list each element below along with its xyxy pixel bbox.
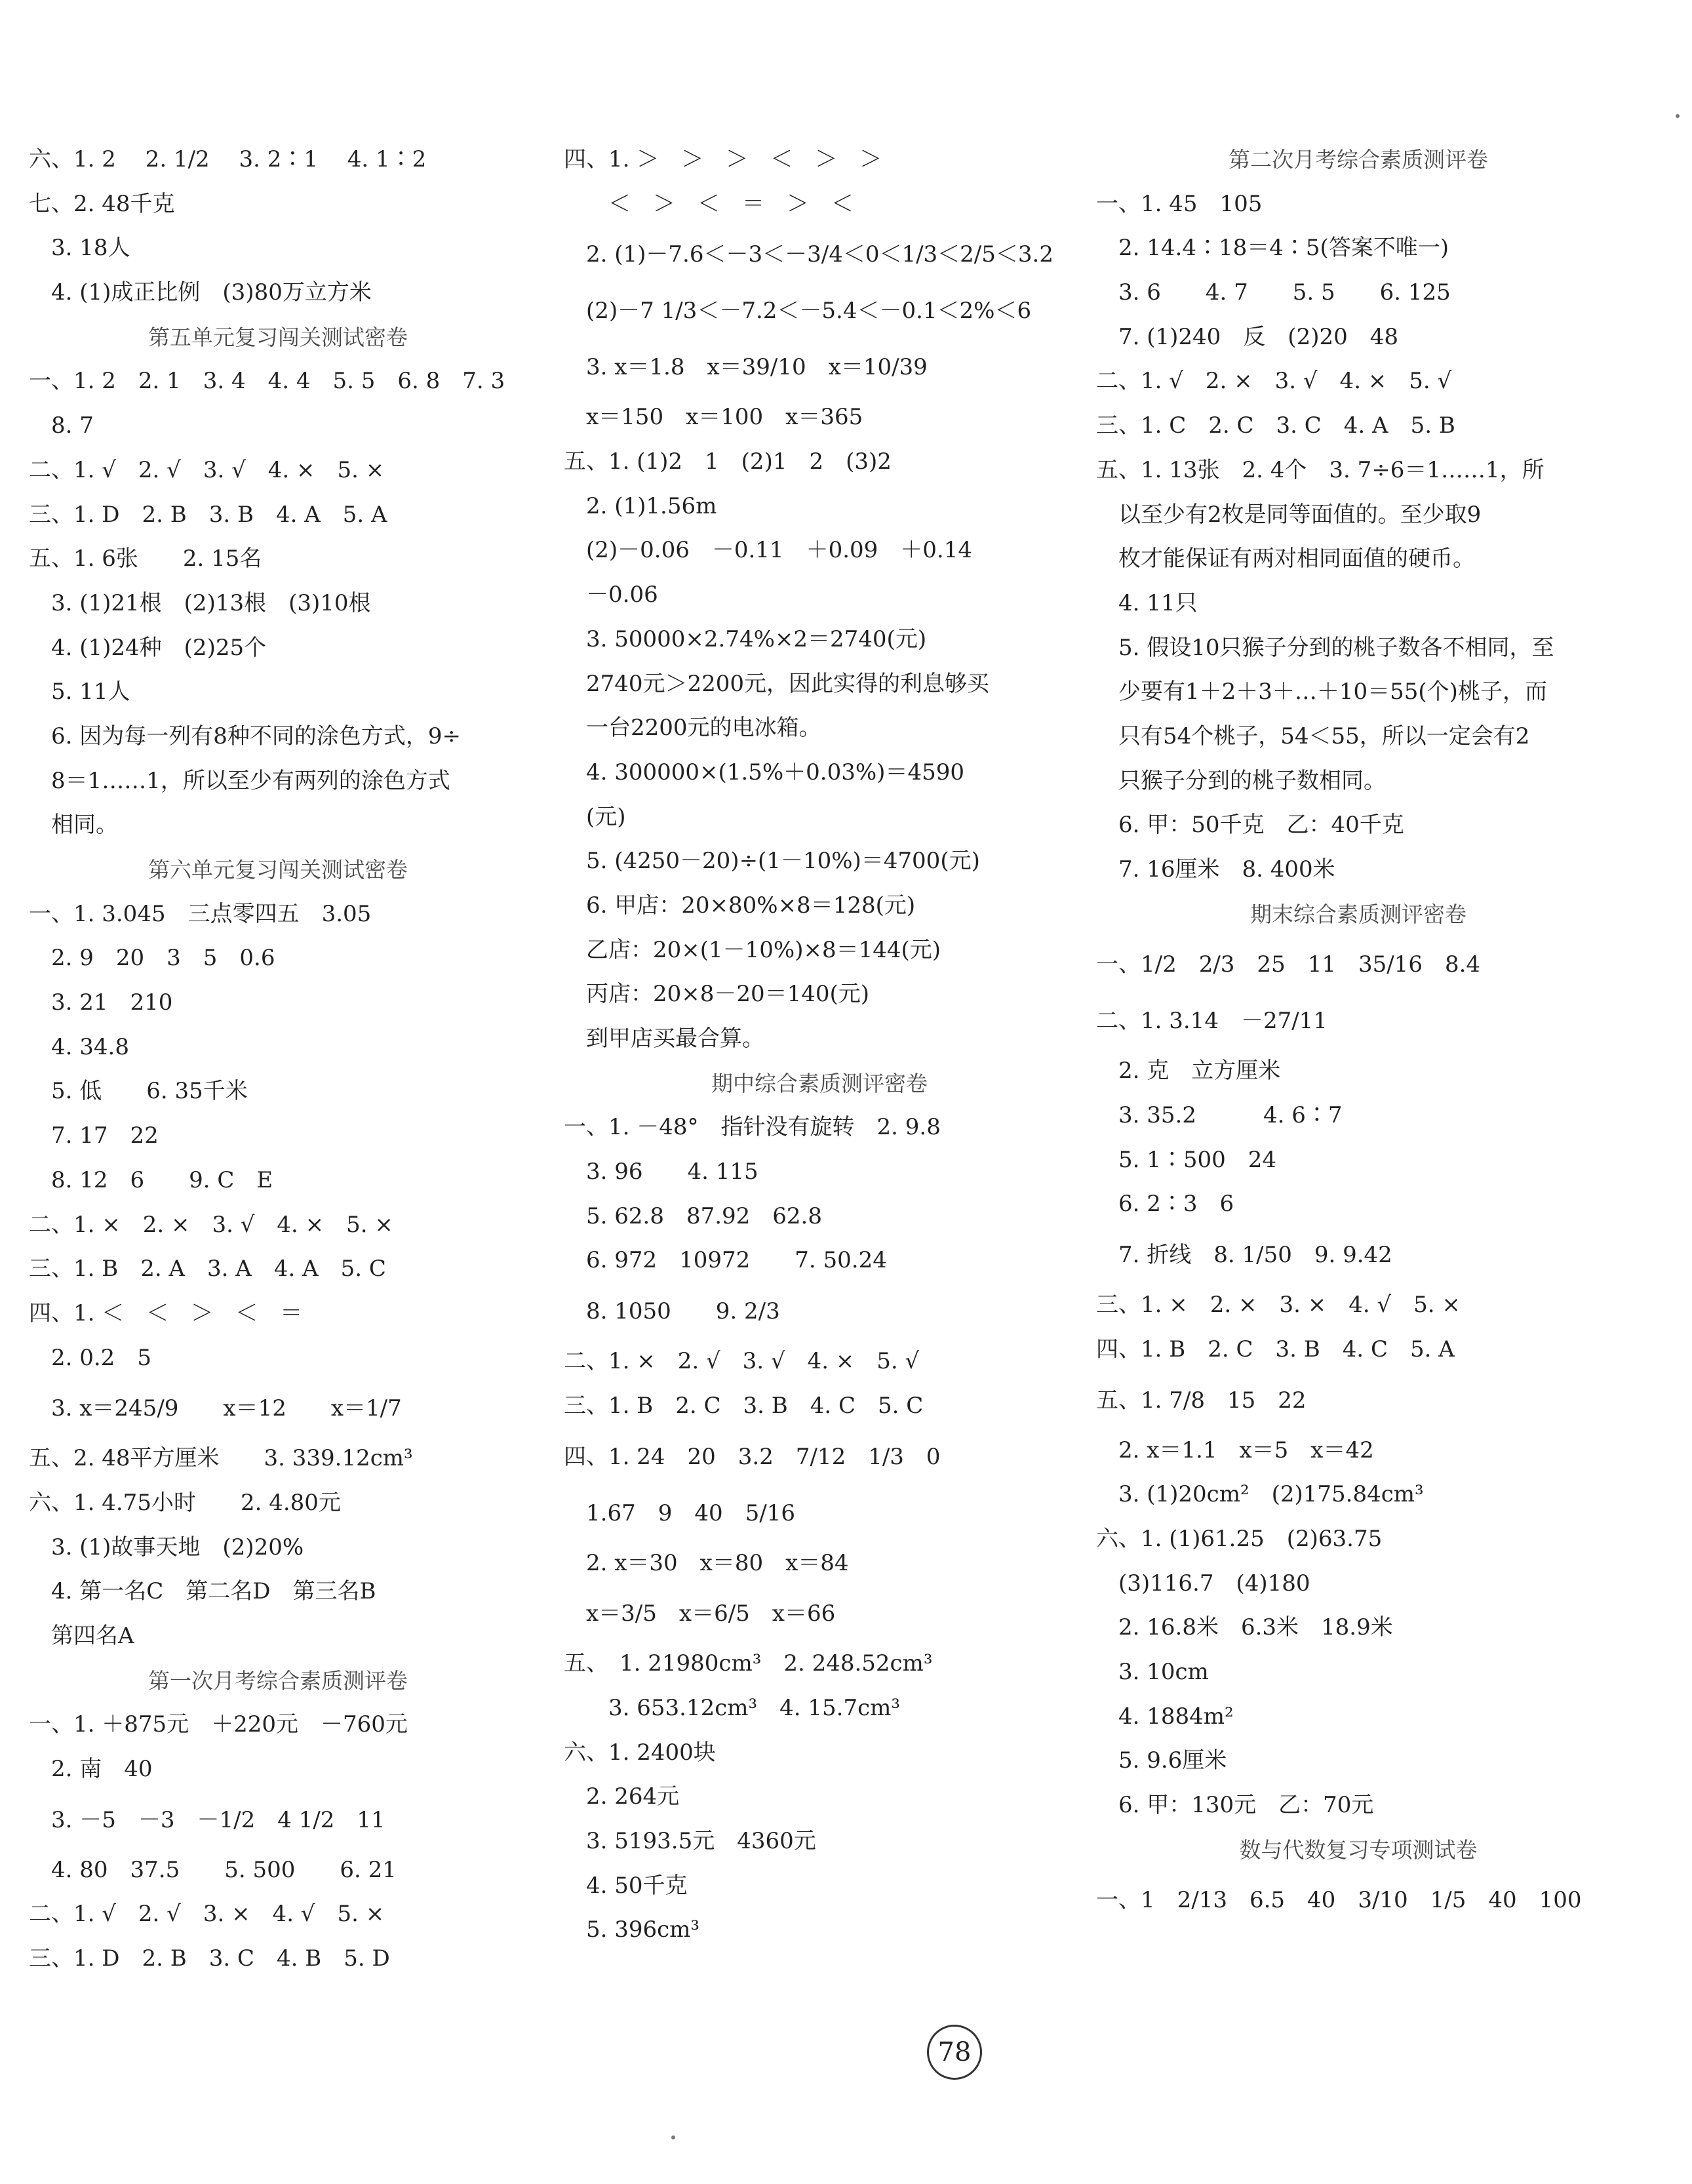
answer-line: (3)116.7 (4)180 — [1096, 1570, 1310, 1597]
answer-line: 二、1. 3.14 －27/11 — [1096, 1008, 1328, 1035]
answer-line: 3. (1)20cm² (2)175.84cm³ — [1096, 1481, 1424, 1508]
answer-line: 六、1. 2 2. 1/2 3. 2∶1 4. 1∶2 — [29, 146, 427, 172]
answer-line: 6. 甲：130元 乙：70元 — [1096, 1792, 1374, 1818]
answer-line: 到甲店买最合算。 — [564, 1025, 764, 1052]
answer-line: 一、1. 45 105 — [1096, 190, 1263, 217]
answer-line: 三、1. D 2. B 3. C 4. B 5. D — [29, 1945, 390, 1972]
answer-line: 3. x＝245/9 x＝12 x＝1/7 — [29, 1395, 402, 1422]
answer-line: 6. 972 10972 7. 50.24 — [564, 1247, 887, 1274]
answer-line: 4. 11只 — [1096, 589, 1198, 616]
answer-line: 六、1. (1)61.25 (2)63.75 — [1096, 1525, 1383, 1552]
answer-line: 1.67 9 40 5/16 — [564, 1499, 795, 1526]
answer-line: 五、 1. 21980cm³ 2. 248.52cm³ — [564, 1650, 933, 1677]
answer-line: 一、1. 3.045 三点零四五 3.05 — [29, 900, 372, 927]
answer-line: 相同。 — [29, 812, 118, 839]
answer-line: 2. 14.4∶18＝4∶5(答案不唯一) — [1096, 235, 1449, 262]
answer-line: 二、1. √ 2. √ 3. √ 4. × 5. × — [29, 456, 385, 483]
answer-line: 4. 80 37.5 5. 500 6. 21 — [29, 1856, 397, 1883]
answer-line: (元) — [564, 803, 626, 830]
answer-line: 4. 300000×(1.5%＋0.03%)＝4590 — [564, 759, 964, 785]
answer-line: 5. 62.8 87.92 62.8 — [564, 1202, 822, 1229]
answer-line: 四、1. ＜ ＜ ＞ ＜ ＝ — [29, 1300, 303, 1326]
answer-line: 一、1. －48° 指针没有旋转 2. 9.8 — [564, 1114, 941, 1141]
answer-line: 三、1. B 2. A 3. A 4. A 5. C — [29, 1256, 386, 1282]
answer-column-1 — [29, 138, 527, 1981]
answer-line: 5. 9.6厘米 — [1096, 1747, 1227, 1774]
answer-line: 少要有1＋2＋3＋…＋10＝55(个)桃子，而 — [1096, 679, 1547, 705]
answer-line: 3. 653.12cm³ 4. 15.7cm³ — [564, 1694, 900, 1721]
answer-line: 6. 甲店：20×80%×8＝128(元) — [564, 892, 916, 919]
answer-line: 2. 9 20 3 5 0.6 — [29, 945, 275, 972]
answer-line: 5. 低 6. 35千米 — [29, 1078, 248, 1105]
answer-line: 3. 10cm — [1096, 1658, 1209, 1685]
answer-line: 7. 折线 8. 1/50 9. 9.42 — [1096, 1242, 1392, 1269]
page-number: 78 — [927, 2025, 982, 2080]
answer-line: 4. 1884m² — [1096, 1703, 1234, 1730]
answer-line: 7. 16厘米 8. 400米 — [1096, 856, 1335, 883]
answer-line: 5. 1∶500 24 — [1096, 1146, 1277, 1173]
answer-line: 2. (1)1.56m — [564, 492, 717, 519]
answer-line: 一、1 2/13 6.5 40 3/10 1/5 40 100 — [1096, 1887, 1582, 1914]
answer-line: 4. 34.8 — [29, 1033, 129, 1060]
answer-line: ＜ ＞ ＜ ＝ ＞ ＜ — [564, 190, 854, 217]
scan-speck — [671, 2135, 675, 2139]
answer-line: 二、1. √ 2. × 3. √ 4. × 5. √ — [1096, 368, 1452, 395]
answer-line: 7. (1)240 反 (2)20 48 — [1096, 323, 1398, 350]
answer-line: 2740元＞2200元，因此实得的利息够买 — [564, 670, 990, 697]
answer-line: 三、1. B 2. C 3. B 4. C 5. C — [564, 1392, 924, 1419]
answer-line: 3. 21 210 — [29, 989, 173, 1016]
answer-line: 3. (1)21根 (2)13根 (3)10根 — [29, 589, 371, 616]
answer-line: 四、1. ＞ ＞ ＞ ＜ ＞ ＞ — [564, 146, 882, 172]
answer-line: 5. (4250－20)÷(1－10%)＝4700(元) — [564, 848, 980, 875]
answer-line: 2. x＝30 x＝80 x＝84 — [564, 1549, 849, 1576]
section-title: 第六单元复习闯关测试密卷 — [148, 857, 408, 883]
answer-line: 4. 50千克 — [564, 1872, 688, 1899]
answer-line: 6. 甲：50千克 乙：40千克 — [1096, 812, 1404, 839]
answer-line: 3. 96 4. 115 — [564, 1159, 758, 1185]
scan-speck — [1676, 114, 1680, 118]
answer-line: 2. 16.8米 6.3米 18.9米 — [1096, 1614, 1393, 1641]
answer-line: x＝3/5 x＝6/5 x＝66 — [564, 1600, 836, 1627]
answer-line: 8. 12 6 9. C E — [29, 1166, 273, 1193]
answer-line: 三、1. D 2. B 3. B 4. A 5. A — [29, 501, 387, 528]
answer-line: 丙店：20×8－20＝140(元) — [564, 981, 870, 1008]
answer-line: 第四名A — [29, 1623, 134, 1649]
answer-line: 只有54个桃子，54＜55，所以一定会有2 — [1096, 723, 1530, 749]
answer-line: 3. 50000×2.74%×2＝2740(元) — [564, 625, 927, 652]
answer-line: 三、1. × 2. × 3. × 4. √ 5. × — [1096, 1292, 1461, 1319]
answer-column-2 — [564, 138, 1075, 1953]
answer-line: 五、1. (1)2 1 (2)1 2 (3)2 — [564, 448, 892, 475]
answer-line: 二、1. × 2. √ 3. √ 4. × 5. √ — [564, 1348, 920, 1375]
answer-line: 8. 7 — [29, 412, 94, 439]
answer-line: 2. 0.2 5 — [29, 1344, 151, 1371]
section-title: 期末综合素质测评密卷 — [1250, 901, 1466, 927]
answer-line: 6. 2∶3 6 — [1096, 1191, 1234, 1218]
section-title: 期中综合素质测评密卷 — [711, 1070, 928, 1096]
answer-column-3 — [1096, 138, 1621, 1928]
answer-line: 2. (1)－7.6＜－3＜－3/4＜0＜1/3＜2/5＜3.2 — [564, 241, 1053, 268]
answer-line: －0.06 — [564, 582, 658, 608]
answer-line: 6. 因为每一列有8种不同的涂色方式，9÷ — [29, 723, 461, 749]
answer-line: 七、2. 48千克 — [29, 190, 175, 217]
answer-line: 5. 11人 — [29, 679, 130, 705]
section-title: 第五单元复习闯关测试密卷 — [148, 324, 408, 350]
section-title: 第二次月考综合素质测评卷 — [1229, 147, 1488, 172]
section-title: 第一次月考综合素质测评卷 — [148, 1667, 408, 1694]
answer-line: 3. (1)故事天地 (2)20% — [29, 1534, 304, 1560]
answer-line: 五、1. 13张 2. 4个 3. 7÷6＝1……1，所 — [1096, 456, 1544, 483]
answer-line: 二、1. √ 2. √ 3. × 4. √ 5. × — [29, 1901, 385, 1928]
answer-line: 枚才能保证有两对相同面值的硬币。 — [1096, 546, 1475, 572]
answer-line: 五、1. 6张 2. 15名 — [29, 546, 262, 572]
section-title: 数与代数复习专项测试卷 — [1239, 1837, 1478, 1863]
answer-line: 一台2200元的电冰箱。 — [564, 715, 821, 742]
answer-line: 一、1/2 2/3 25 11 35/16 8.4 — [1096, 951, 1481, 978]
answer-line: 五、1. 7/8 15 22 — [1096, 1387, 1307, 1414]
answer-line: 一、1. 2 2. 1 3. 4 4. 4 5. 5 6. 8 7. 3 — [29, 368, 505, 395]
answer-line: 2. x＝1.1 x＝5 x＝42 — [1096, 1437, 1374, 1463]
answer-line: 7. 17 22 — [29, 1122, 159, 1149]
answer-line: 3. 18人 — [29, 235, 130, 262]
answer-line: 4. (1)24种 (2)25个 — [29, 634, 267, 661]
answer-line: 三、1. C 2. C 3. C 4. A 5. B — [1096, 412, 1455, 439]
answer-line: 六、1. 4.75小时 2. 4.80元 — [29, 1489, 341, 1516]
answer-line: 四、1. 24 20 3.2 7/12 1/3 0 — [564, 1443, 941, 1470]
answer-line: 以至少有2枚是同等面值的。至少取9 — [1096, 501, 1482, 528]
answer-line: (2)－0.06 －0.11 ＋0.09 ＋0.14 — [564, 537, 972, 564]
answer-line: 3. 5193.5元 4360元 — [564, 1827, 816, 1854]
answer-line: 8. 1050 9. 2/3 — [564, 1298, 780, 1325]
answer-line: 一、1. ＋875元 ＋220元 －760元 — [29, 1711, 408, 1738]
answer-line: 3. －5 －3 －1/2 4 1/2 11 — [29, 1806, 385, 1833]
answer-line: 只猴子分到的桃子数相同。 — [1096, 767, 1386, 794]
answer-line: 4. 第一名C 第二名D 第三名B — [29, 1578, 376, 1605]
answer-line: 5. 396cm³ — [564, 1916, 700, 1943]
answer-line: 四、1. B 2. C 3. B 4. C 5. A — [1096, 1336, 1455, 1362]
answer-line: x＝150 x＝100 x＝365 — [564, 404, 863, 431]
answer-line: 5. 假设10只猴子分到的桃子数各不相同，至 — [1096, 634, 1554, 661]
answer-line: 2. 南 40 — [29, 1756, 153, 1783]
answer-line: 3. x＝1.8 x＝39/10 x＝10/39 — [564, 354, 928, 381]
answer-line: 二、1. × 2. × 3. √ 4. × 5. × — [29, 1211, 393, 1238]
answer-line: 五、2. 48平方厘米 3. 339.12cm³ — [29, 1445, 413, 1472]
answer-line: (2)－7 1/3＜－7.2＜－5.4＜－0.1＜2%＜6 — [564, 298, 1032, 325]
answer-line: 3. 6 4. 7 5. 5 6. 125 — [1096, 279, 1451, 306]
answer-line: 8＝1……1，所以至少有两列的涂色方式 — [29, 767, 450, 794]
answer-line: 4. (1)成正比例 (3)80万立方米 — [29, 279, 372, 306]
answer-line: 3. 35.2 4. 6∶7 — [1096, 1102, 1343, 1129]
answer-line: 2. 264元 — [564, 1783, 680, 1810]
answer-line: 乙店：20×(1－10%)×8＝144(元) — [564, 936, 941, 963]
answer-line: 2. 克 立方厘米 — [1096, 1058, 1281, 1084]
answer-line: 六、1. 2400块 — [564, 1739, 716, 1766]
